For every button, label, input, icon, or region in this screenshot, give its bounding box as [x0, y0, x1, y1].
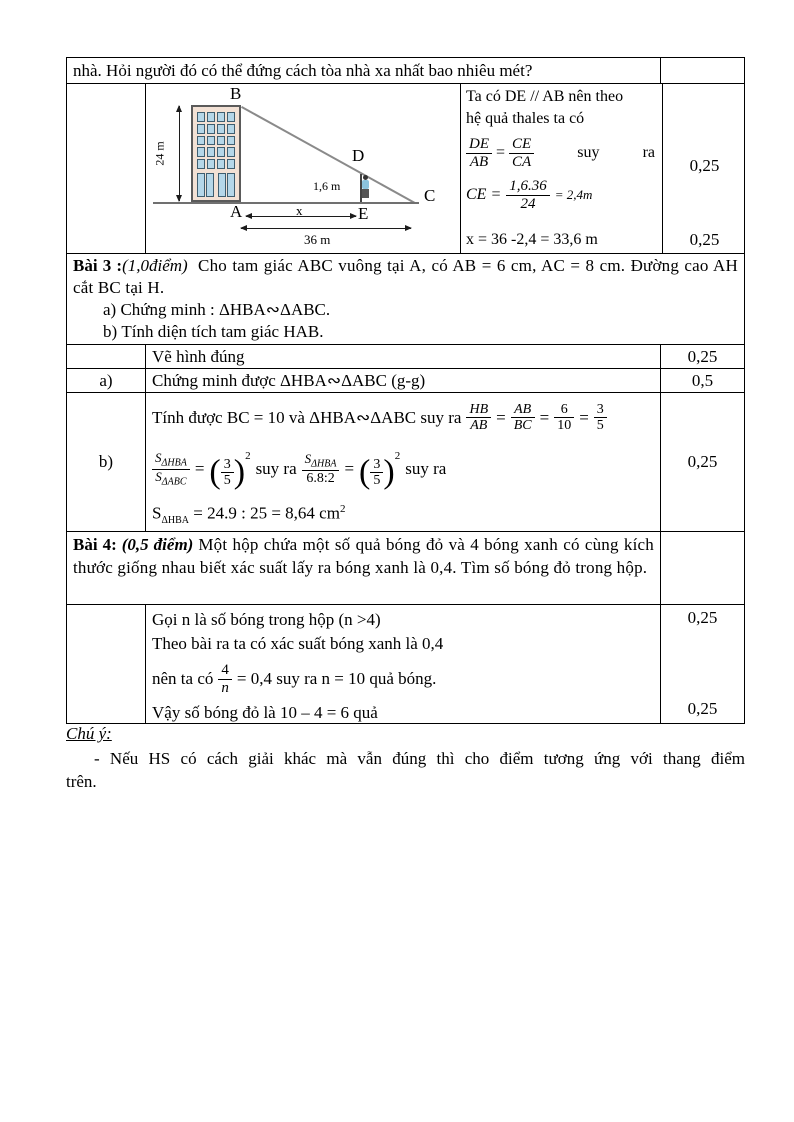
suy-ra-text: suy ra [255, 459, 297, 479]
grading-table [66, 57, 745, 724]
paren-fraction-squared: ( $\frac{3}{5}$ )$^2$ [359, 449, 401, 491]
bai4-question [67, 532, 661, 604]
fraction-3-5: $\frac{3}{5}$ [594, 402, 607, 434]
base-distance-arrow [241, 228, 411, 229]
area-ratio-line [152, 450, 654, 489]
solution-line-1: Ta có DE // AB nên theo [466, 88, 624, 105]
thales-ratio-line [466, 136, 657, 170]
part-a-label: a) [67, 369, 146, 392]
equals-sign: = [194, 459, 205, 479]
fraction-de-ab: $\frac{DE}{AB}$ [466, 136, 492, 170]
fraction-area-over-num: $S_{\Delta HBA}$ 6.8:2 [302, 452, 340, 486]
building-height-label: 24 m [152, 141, 167, 166]
footer-note [66, 722, 745, 793]
points-cell-bai4 [661, 605, 744, 723]
person-torso [362, 180, 369, 189]
building-illustration [191, 105, 241, 202]
bai4-sol-line3: nên ta có $\frac{4}{n}$ = 0,4 suy ra n = 10 quả bóng. [152, 662, 437, 696]
points-cell-empty [661, 58, 744, 83]
left-cell-empty [67, 605, 146, 723]
person-legs [362, 189, 369, 198]
bc-text: Tính được BC = 10 và ΔHBA∾ΔABC suy ra [152, 407, 462, 427]
left-cell-empty [67, 84, 146, 253]
bai3-question [67, 254, 744, 344]
suy-ra-text: suy ra [405, 459, 447, 479]
label-point-d: D [352, 146, 365, 165]
part-b-content [146, 393, 661, 531]
note-text: - Nếu HS có cách giải khác mà vẫn đúng thì cho điểm tương ứng với thang điểm trên. [66, 749, 745, 791]
label-point-e: E [358, 204, 369, 223]
suy-word: suy [577, 144, 600, 161]
fraction-ce-ca: $\frac{CE}{CA}$ [509, 136, 534, 170]
draw-figure-text: Vẽ hình đúng [146, 345, 661, 368]
equals-sign: = [496, 407, 506, 427]
fraction-ab-bc: $\frac{AB}{BC}$ [511, 402, 535, 434]
part-b-label: b) [67, 393, 146, 531]
base-distance-label: 36 m [304, 232, 331, 247]
equals-sign: = [539, 407, 550, 427]
row-question-continuation [67, 58, 744, 84]
points-value: 0,25 [687, 699, 718, 718]
fraction-4-n: $\frac{4}{n}$ [218, 662, 232, 696]
left-cell-empty [67, 345, 146, 368]
points-value: 0,25 [687, 347, 718, 366]
fraction-calc: $\frac{1,6.36}{24}$ [506, 178, 550, 212]
label-point-b: B [230, 84, 242, 103]
bai3-title: Bài 3 : [73, 256, 123, 275]
ra-word: ra [642, 144, 655, 161]
points-value: 0,25 [689, 230, 720, 249]
bai4-score: (0,5 điểm) [121, 535, 194, 554]
row-bai4-solution [67, 605, 744, 723]
height-arrow [179, 106, 180, 201]
ce-result: = 2,4m [554, 187, 593, 202]
row-part-a [67, 369, 744, 393]
bai4-intro: Một hộp chứa một số quả bóng đỏ và 4 bóng xanh có cùng kích thước giống nhau biết xác suất lấy ra bóng xanh là 0,4. Tìm số bóng đỏ trong hộp. [73, 535, 654, 577]
fraction-areas: $S_{\Delta HBA}$ $S_{\Delta ABC}$ [152, 451, 190, 487]
fraction-6-10: $\frac{6}{10}$ [554, 402, 574, 434]
ground-line [153, 202, 419, 204]
paren-fraction-squared: ( $\frac{3}{5}$ )$^2$ [209, 449, 251, 491]
ce-lhs: CE = [466, 186, 502, 203]
area-result-line: $S_{\Delta HBA} = 24.9$ : 25 = 8,64 $cm^2$ [152, 502, 346, 526]
points-cell-bai2 [663, 84, 746, 253]
row-bai3-question [67, 254, 744, 345]
person-height-label: 1,6 m [313, 179, 341, 193]
question-continuation-text: nhà. Hỏi người đó có thể đứng cách tòa nhà xa nhất bao nhiêu mét? [67, 58, 661, 83]
label-point-c: C [424, 186, 436, 205]
points-value: 0,5 [691, 371, 714, 390]
equals-sign: = [496, 144, 506, 161]
ce-calculation-line [466, 178, 657, 212]
fraction-hb-ab: $\frac{HB}{AB}$ [466, 402, 491, 434]
building-windows [197, 112, 235, 169]
geometry-figure [146, 84, 461, 252]
bai4-sol-line4: Vậy số bóng đỏ là 10 – 4 = 6 quả [152, 703, 378, 722]
x-distance-label: x [296, 203, 303, 218]
solution-cell-bai2 [461, 84, 663, 253]
equals-sign: = [579, 407, 589, 427]
note-heading: Chú ý: [66, 724, 112, 743]
bai3-item-b: b) Tính diện tích tam giác HAB. [103, 322, 324, 341]
points-value: 0,25 [687, 608, 718, 627]
equals-sign: = [344, 459, 355, 479]
bc-ratio-line [152, 402, 654, 434]
solution-line-2: hệ quả thales ta có [466, 110, 585, 127]
points-cell-empty [661, 532, 744, 604]
bai4-solution-content [146, 605, 661, 723]
x-result-line: x = 36 -2,4 = 33,6 m [466, 231, 598, 248]
bai3-item-a: a) Chứng minh : ΔHBA∾ΔABC. [103, 300, 331, 319]
bai4-sol-line2: Theo bài ra ta có xác suất bóng xanh là 0,4 [152, 634, 444, 653]
row-draw-figure [67, 345, 744, 369]
bai4-title: Bài 4: [73, 535, 117, 554]
bai3-score: (1,0điểm) [122, 256, 188, 275]
points-value: 0,25 [689, 156, 720, 175]
bai3-intro: Cho tam giác ABC vuông tại A, có AB = 6 cm, AC = 8 cm. Đường cao AH cắt BC tại H. [73, 256, 738, 297]
bai4-sol-line1: Gọi n là số bóng trong hộp (n >4) [152, 610, 381, 629]
row-bai4-question [67, 532, 744, 605]
points-value: 0,25 [687, 452, 718, 471]
figure-cell [146, 84, 461, 253]
part-a-text: Chứng minh được ΔHBA∾ΔABC (g-g) [146, 369, 661, 392]
row-part-b [67, 393, 744, 532]
label-point-a: A [230, 202, 243, 221]
row-figure-solution [67, 84, 744, 254]
building-doors [197, 173, 235, 197]
